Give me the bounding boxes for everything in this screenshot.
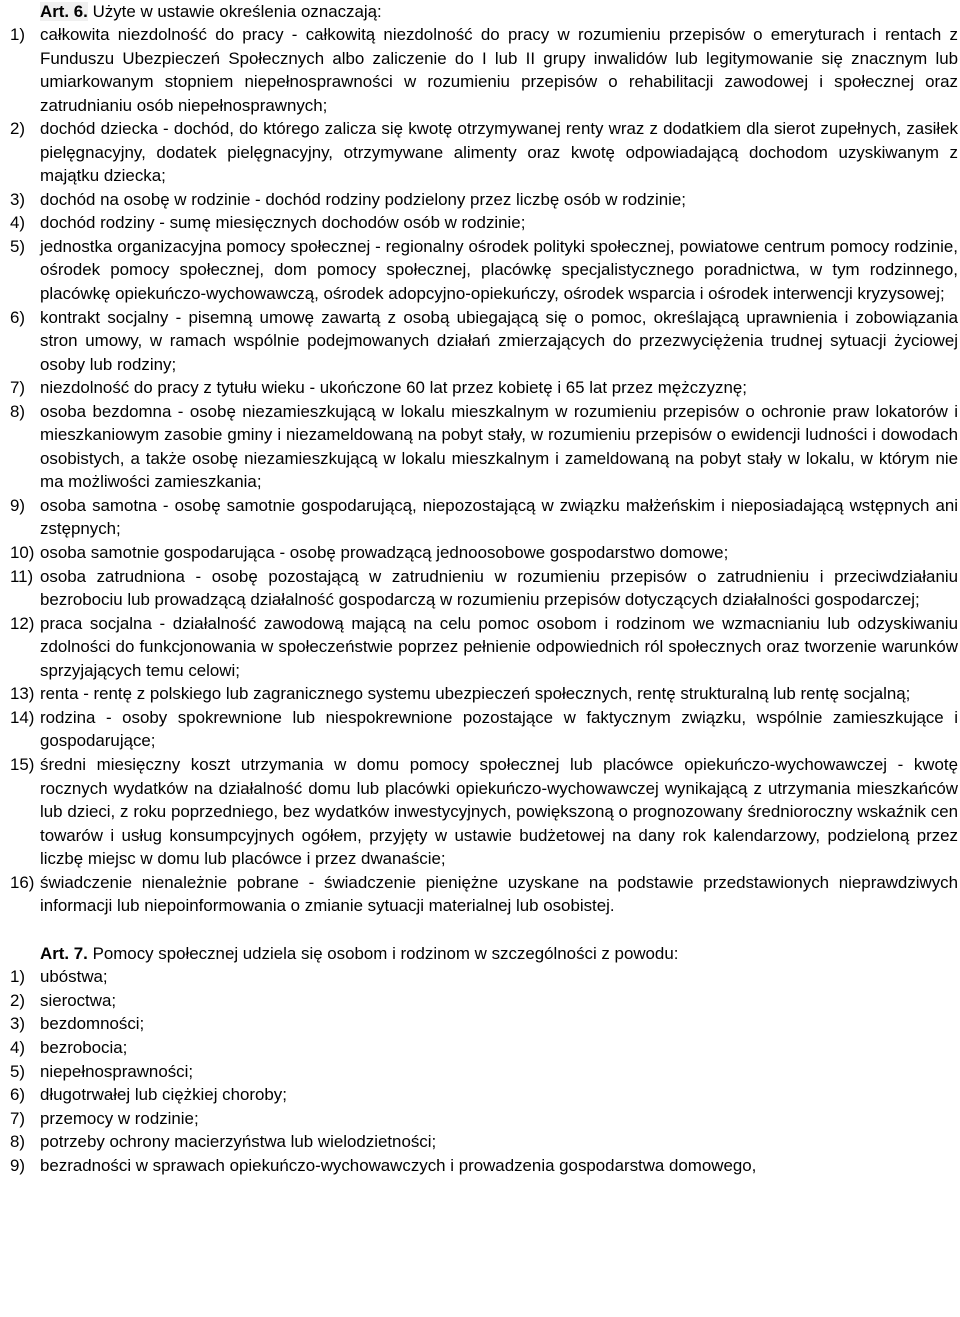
item-text: długotrwałej lub ciężkiej choroby; xyxy=(40,1085,287,1105)
item-number: 12) xyxy=(10,613,35,633)
item-number: 1) xyxy=(10,967,26,987)
item-text: dochód na osobę w rodzinie - dochód rodziny podzielony przez liczbę osób w rodzinie; xyxy=(40,189,686,209)
item-number: 4) xyxy=(10,1037,26,1057)
item-number: 1) xyxy=(10,25,26,44)
item-text: sieroctwa; xyxy=(40,990,117,1010)
item-number: 3) xyxy=(10,1014,26,1034)
item-text: jednostka organizacyjna pomocy społecznej - regionalny ośrodek polityki społecznej, powiatowe centrum pomocy rodzinie, ośrodek pomocy społecznej, dom pomocy społecznej, placówkę specjalistycznego poradnictwa, w tym rodzinnego, placówkę opiekuńczo-wychowawczą, ośrodek adopcyjno-opiekuńczy, ośrodek wsparcia i ośrodek interwencji kryzysowej; xyxy=(40,236,958,304)
item-text: całkowita niezdolność do pracy - całkowitą niezdolność do pracy w rozumieniu przepisów o emeryturach i rentach z Funduszu Ubezpieczeń Społecznych albo zaliczenie do I lub II grupy inwalidów lub legitymowanie się znacznym lub umiarkowanym stopniem niepełnosprawności w rozumieniu przepisów o rehabilitacji zawodowej i społecznej oraz zatrudnianiu osób niepełnosprawnych; xyxy=(40,25,958,115)
item-number: 2) xyxy=(10,990,26,1010)
item-text: ubóstwa; xyxy=(40,967,108,987)
item-number: 10) xyxy=(10,543,35,563)
item-text: kontrakt socjalny - pisemną umowę zawartą z osobą ubiegającą się o pomoc, określającą uprawnienia i zobowiązania stron umowy, w ramach wspólnie podejmowanych działań zmierzających do przezwyciężenia trudnej sytuacji życiowej osoby lub rodziny; xyxy=(40,307,958,374)
list-item xyxy=(10,1107,958,1131)
item-number: 6) xyxy=(10,307,26,327)
list-item xyxy=(10,23,958,117)
item-number: 4) xyxy=(10,213,26,233)
item-text: świadczenie nienależnie pobrane - świadczenie pieniężne uzyskane na podstawie przedstawionych nieprawdziwych informacji lub niepoinformowania o zmianie sytuacji materialnej lub osobistej. xyxy=(40,872,958,916)
article-6-intro: Użyte w ustawie określenia oznaczają: xyxy=(92,2,382,21)
list-item xyxy=(10,376,958,400)
item-text: bezdomności; xyxy=(40,1014,145,1034)
list-item xyxy=(10,1083,958,1107)
item-text: przemocy w rodzinie; xyxy=(40,1108,199,1128)
list-item xyxy=(10,682,958,706)
item-number: 16) xyxy=(10,872,35,892)
list-item xyxy=(10,494,958,541)
item-text: osoba samotna - osobę samotnie gospodarującą, niepozostającą w związku małżeńskim i nieposiadającą wstępnych ani zstępnych; xyxy=(40,495,958,539)
list-item xyxy=(10,117,958,188)
item-number: 7) xyxy=(10,1108,26,1128)
item-text: bezrobocia; xyxy=(40,1037,128,1057)
item-text: potrzeby ochrony macierzyństwa lub wielodzietności; xyxy=(40,1132,437,1152)
item-text: osoba bezdomna - osobę niezamieszkującą w lokalu mieszkalnym w rozumieniu przepisów o ochronie praw lokatorów i mieszkaniowym zasobie gminy i niezameldowaną na pobyt stały, w rozumieniu przepisów o ewidencji ludności i dowodach osobistych, a także osobę niezamieszkującą w lokalu mieszkalnym i zameldowaną na pobyt stały w lokalu, w którym nie ma możliwości zamieszkania; xyxy=(40,401,958,492)
item-text: osoba zatrudniona - osobę pozostającą w zatrudnieniu w rozumieniu przepisów o zatrudnieniu i przeciwdziałaniu bezrobociu lub prowadzącą działalność gospodarczą w rozumieniu przepisów dotyczących działalności gospodarczej; xyxy=(40,566,958,610)
item-text: renta - rentę z polskiego lub zagranicznego systemu ubezpieczeń społecznych, rentę strukturalną lub rentę socjalną; xyxy=(40,684,911,704)
article-7-intro: Pomocy społecznej udziela się osobom i rodzinom w szczególności z powodu: xyxy=(92,943,679,963)
list-item xyxy=(10,989,958,1013)
article-7-number: Art. 7. xyxy=(40,943,88,963)
list-item xyxy=(10,1036,958,1060)
item-number: 8) xyxy=(10,1132,26,1152)
list-item xyxy=(10,753,958,871)
item-text: praca socjalna - działalność zawodową mającą na celu pomoc osobom i rodzinom we wzmacnianiu lub odzyskiwaniu zdolności do funkcjonowania w społeczeństwie poprzez pełnienie odpowiednich ról społecznych oraz tworzenie warunków sprzyjających temu celowi; xyxy=(40,613,958,680)
article-separator xyxy=(10,918,958,942)
item-number: 6) xyxy=(10,1085,26,1105)
item-number: 3) xyxy=(10,189,26,209)
item-number: 9) xyxy=(10,1155,26,1175)
list-item xyxy=(10,612,958,683)
list-item xyxy=(10,706,958,753)
list-item xyxy=(10,211,958,235)
list-item xyxy=(10,565,958,612)
list-item xyxy=(10,1130,958,1154)
item-number: 11) xyxy=(10,566,34,586)
list-item xyxy=(10,541,958,565)
item-number: 9) xyxy=(10,495,26,515)
article-6-list xyxy=(10,23,958,918)
list-item xyxy=(10,1012,958,1036)
item-number: 2) xyxy=(10,119,26,139)
item-number: 5) xyxy=(10,1061,26,1081)
list-item xyxy=(10,400,958,494)
list-item xyxy=(10,235,958,306)
list-item xyxy=(10,188,958,212)
item-text: niepełnosprawności; xyxy=(40,1061,194,1081)
item-number: 5) xyxy=(10,236,26,256)
item-text: rodzina - osoby spokrewnione lub niespokrewnione pozostające w faktycznym związku, wspólnie zamieszkujące i gospodarujące; xyxy=(40,707,958,751)
list-item xyxy=(10,871,958,918)
item-number: 7) xyxy=(10,378,26,398)
list-item xyxy=(10,1154,958,1178)
item-number: 15) xyxy=(10,754,35,774)
item-number: 13) xyxy=(10,684,35,704)
list-item xyxy=(10,965,958,989)
item-number: 14) xyxy=(10,707,35,727)
item-text: dochód dziecka - dochód, do którego zalicza się kwotę otrzymywanej renty wraz z dodatkiem dla sierot zupełnych, zasiłek pielęgnacyjny, dodatek pielęgnacyjny, otrzymywane alimenty oraz kwotę odpowiadającą dochodom uzyskiwanym z majątku dziecka; xyxy=(40,119,958,186)
list-item xyxy=(10,306,958,377)
item-number: 8) xyxy=(10,401,26,421)
item-text: dochód rodziny - sumę miesięcznych dochodów osób w rodzinie; xyxy=(40,213,526,233)
article-7-heading xyxy=(10,942,958,966)
item-text: średni miesięczny koszt utrzymania w domu pomocy społecznej lub placówce opiekuńczo-wychowawczej - kwotę rocznych wydatków na działalność domu lub placówki opiekuńczo-wychowawczej wynikającą z utrzymania mieszkańców lub dzieci, z roku poprzedniego, bez wydatków inwestycyjnych, powiększoną o prognozowany średnioroczny wskaźnik cen towarów i usług konsumpcyjnych ogółem, przyjęty w ustawie budżetowej na dany rok kalendarzowy, podzieloną przez liczbę miejsc w domu lub placówce i przez dwanaście; xyxy=(40,754,958,869)
article-7-list xyxy=(10,965,958,1177)
item-text: osoba samotnie gospodarująca - osobę prowadzącą jednoosobowe gospodarstwo domowe; xyxy=(40,543,729,563)
item-text: bezradności w sprawach opiekuńczo-wychowawczych i prowadzenia gospodarstwa domowego, xyxy=(40,1155,757,1175)
list-item xyxy=(10,1060,958,1084)
article-6-heading xyxy=(10,0,958,23)
article-6-number: Art. 6. xyxy=(40,2,88,21)
item-text: niezdolność do pracy z tytułu wieku - ukończone 60 lat przez kobietę i 65 lat przez mężczyznę; xyxy=(40,378,747,398)
document-page xyxy=(10,0,958,1177)
